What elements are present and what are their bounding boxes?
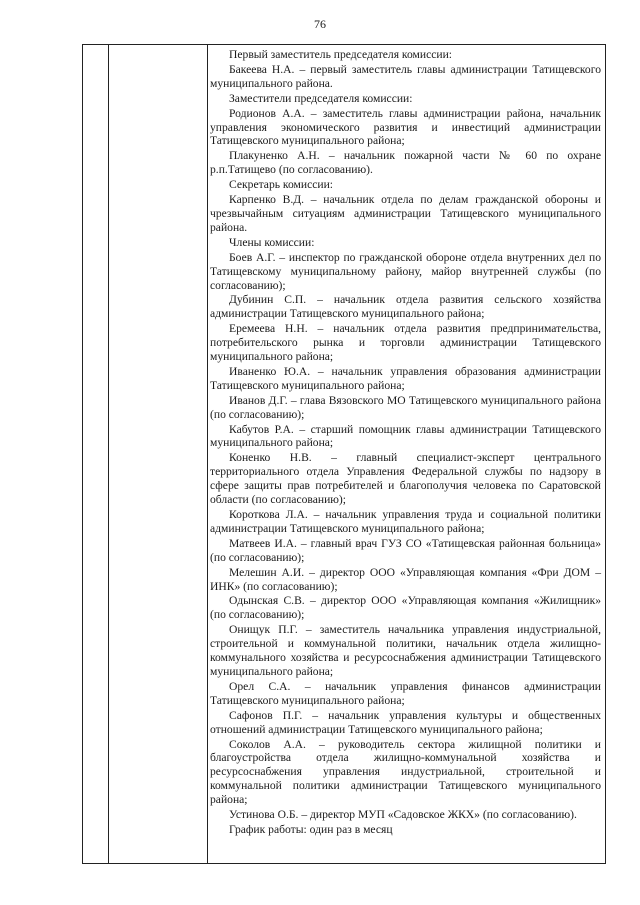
- member-entry: Иваненко Ю.А. – начальник управления образования администрации Татищевского муниципального района;: [210, 364, 601, 392]
- member-entry: Устинова О.Б. – директор МУП «Садовское ЖКХ» (по согласованию).: [229, 808, 577, 822]
- document-table: [82, 44, 606, 864]
- commission-composition-cell: [210, 48, 601, 838]
- first-deputy-entry: Бакеева Н.А. – первый заместитель главы администрации Татищевского муниципального района.: [210, 62, 601, 90]
- deputy-entry: Родионов А.А. – заместитель главы администрации района, начальник управления экономического развития и инвестиций администрации Татищевского муниципального района;: [210, 106, 601, 148]
- member-entry: Мелешин А.И. – директор ООО «Управляющая компания «Фри ДОМ – ИНК» (по согласованию);: [210, 565, 601, 593]
- member-entry: Одынская С.В. – директор ООО «Управляющая компания «Жилищник» (по согласованию);: [210, 594, 601, 622]
- member-entry: Кабутов Р.А. – старший помощник главы администрации Татищевского муниципального района;: [210, 422, 601, 450]
- page-number: 76: [314, 17, 326, 31]
- member-entry: Сафонов П.Г. – начальник управления культуры и общественных отношений администрации Татищевского муниципального района;: [210, 708, 601, 736]
- table-column-divider: [108, 45, 109, 863]
- member-entry: Онищук П.Г. – заместитель начальника управления индустриальной, строительной и коммунальной политики, начальник отдела жилищно-коммунального хозяйства и ресурсоснабжения администрации Татищевского муниципального района;: [210, 623, 601, 678]
- member-entry: Матвеев И.А. – главный врач ГУЗ СО «Татищевская районная больница» (по согласованию);: [210, 536, 601, 564]
- first-deputy-heading: Первый заместитель председателя комиссии:: [229, 48, 453, 61]
- member-entry: Коненко Н.В. – главный специалист-эксперт центрального территориального отдела Управления Федеральной службы по надзору в сфере защиты прав потребителей и благополучия человека по Саратовской области (по согласованию);: [210, 451, 601, 507]
- deputy-entry: Плакуненко А.Н. – начальник пожарной части № 60 по охране р.п.Татищево (по согласованию).: [210, 149, 601, 177]
- secretary-entry: Карпенко В.Д. – начальник отдела по делам гражданской обороны и чрезвычайным ситуациям администрации Татищевского муниципального района.: [210, 193, 601, 234]
- work-schedule: График работы: один раз в месяц: [229, 822, 393, 836]
- member-entry: Еремеева Н.Н. – начальник отдела развития предпринимательства, потребительского рынка и торговли администрации Татищевского муниципального района;: [210, 322, 601, 364]
- member-entry: Соколов А.А. – руководитель сектора жилищной политики и благоустройства отдела жилищно-коммунальной хозяйства и ресурсоснабжения управления индустриальной, строительной и коммунальной политики администрации Татищевского муниципального района;: [210, 737, 601, 807]
- deputies-heading: Заместители председателя комиссии:: [229, 91, 413, 105]
- members-heading: Члены комиссии:: [229, 235, 315, 249]
- member-entry: Иванов Д.Г. – глава Вязовского МО Татищевского муниципального района (по согласованию);: [210, 393, 601, 421]
- member-entry: Дубинин С.П. – начальник отдела развития сельского хозяйства администрации Татищевского муниципального района;: [210, 293, 601, 321]
- secretary-heading: Секретарь комиссии:: [229, 178, 334, 192]
- table-column-divider: [207, 45, 208, 863]
- member-entry: Орел С.А. – начальник управления финансов администрации Татищевского муниципального района;: [210, 679, 601, 707]
- member-entry: Короткова Л.А. – начальник управления труда и социальной политики администрации Татищевского муниципального района;: [210, 508, 601, 535]
- member-entry: Боев А.Г. – инспектор по гражданской обороне отдела внутренних дел по Татищевскому муниципальному району, майор внутренней службы (по согласованию);: [210, 250, 601, 292]
